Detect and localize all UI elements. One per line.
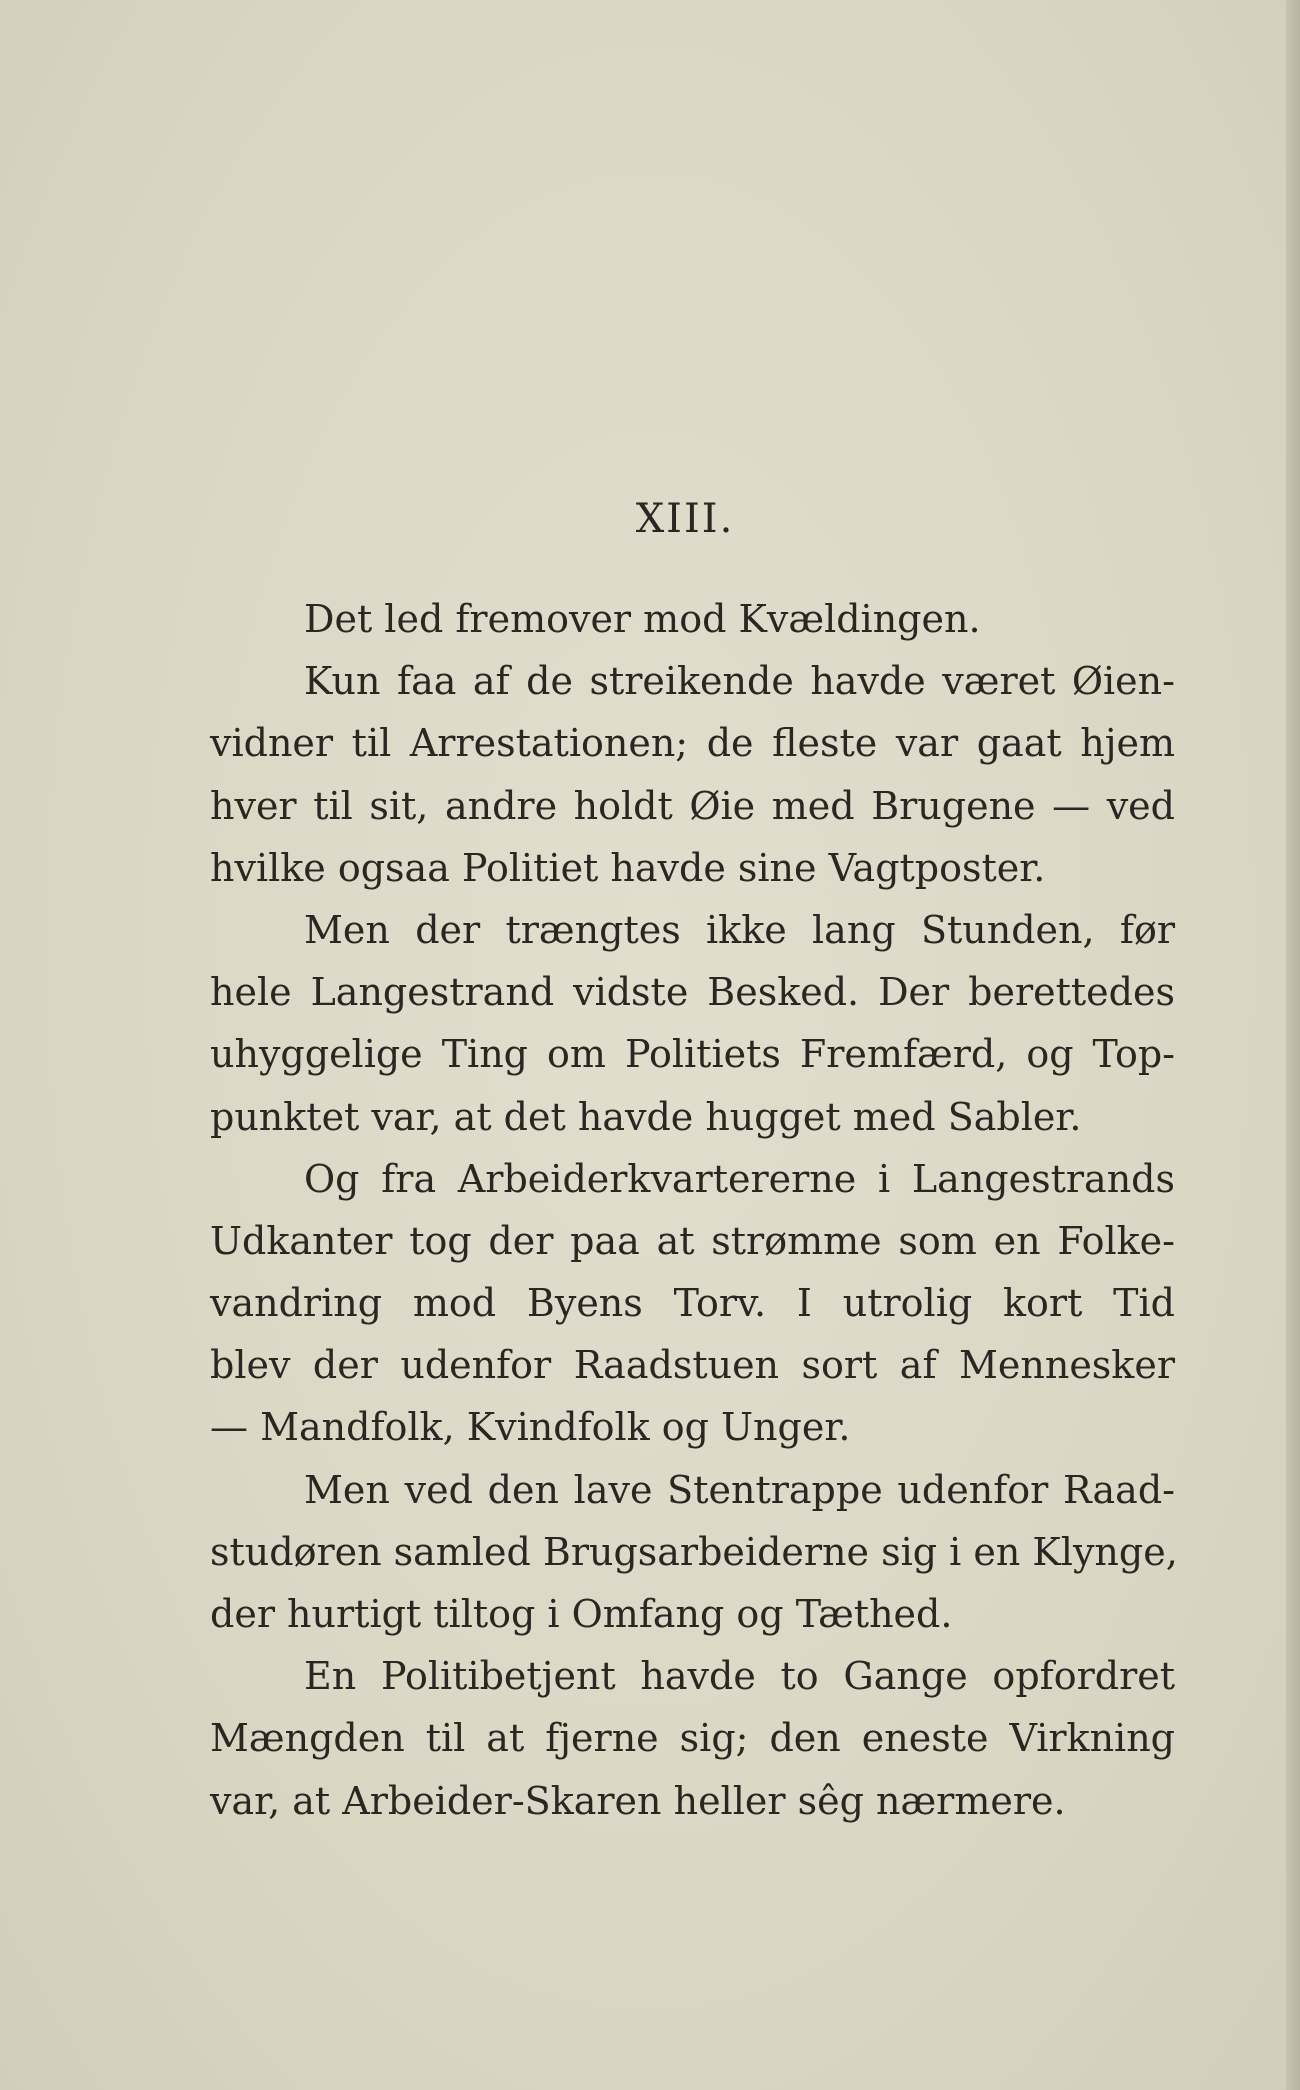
text-line: Men ved den lave Stentrappe udenfor Raad-: [304, 1467, 1175, 1512]
text-line: Men der trængtes ikke lang Stunden, før: [304, 907, 1175, 952]
text-line: En Politibetjent havde to Gange opfordret: [304, 1654, 1175, 1699]
text-line: vidner til Arrestationen; de fleste var gaat hjem: [210, 721, 1175, 766]
text-line: vandring mod Byens Torv. I utrolig kort Tid: [210, 1281, 1175, 1326]
text-line: blev der udenfor Raadstuen sort af Mennesker: [210, 1343, 1175, 1388]
text-line: punktet var, at det havde hugget med Sabler.: [210, 1094, 1082, 1139]
text-line: Det led fremover mod Kvældingen.: [304, 597, 981, 641]
text-line: hvilke ogsaa Politiet havde sine Vagtposter.: [210, 845, 1046, 890]
text-line: studøren samled Brugsarbeiderne sig i en Klynge,: [210, 1529, 1178, 1574]
text-line: hver til sit, andre holdt Øie med Brugene — ved: [210, 783, 1175, 828]
text-line: Udkanter tog der paa at strømme som en Folke-: [210, 1218, 1175, 1263]
page-edge: [1286, 0, 1300, 2090]
text-line: Kun faa af de streikende havde været Øien-: [304, 659, 1175, 704]
text-line: Mængden til at fjerne sig; den eneste Virkning: [210, 1716, 1175, 1761]
text-line: — Mandfolk, Kvindfolk og Unger.: [210, 1405, 851, 1450]
body-text: [210, 588, 1178, 1832]
text-line: hele Langestrand vidste Besked. Der berettedes: [210, 970, 1175, 1015]
text-line: uhyggelige Ting om Politiets Fremfærd, og Top-: [210, 1032, 1175, 1077]
text-line: der hurtigt tiltog i Omfang og Tæthed.: [210, 1592, 953, 1636]
chapter-heading: XIII.: [635, 496, 735, 542]
text-line: Og fra Arbeiderkvartererne i Langestrands: [304, 1156, 1175, 1201]
text-line: var, at Arbeider-Skaren heller sêg nærmere.: [210, 1778, 1066, 1823]
